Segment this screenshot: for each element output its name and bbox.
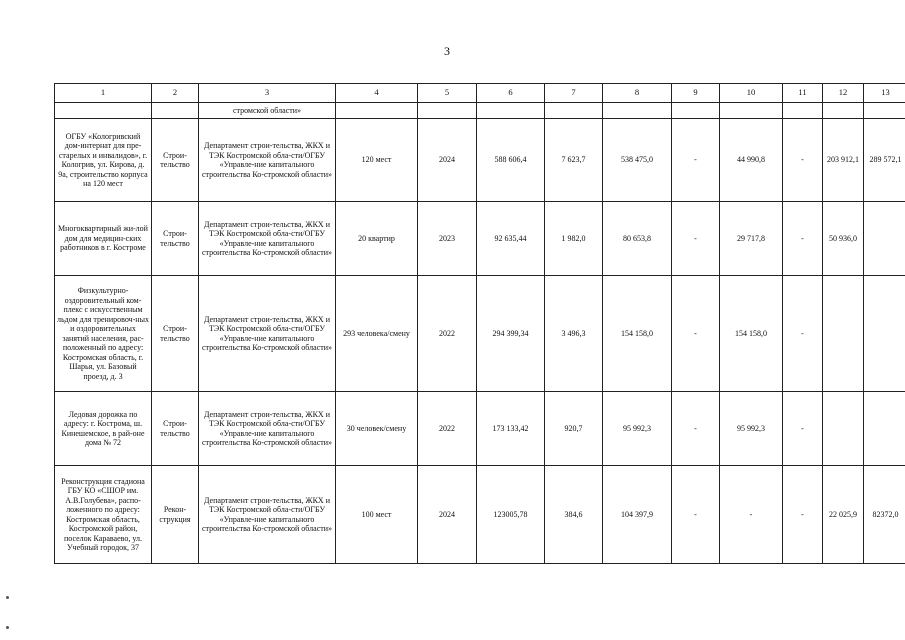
cell-value: -	[672, 392, 720, 466]
col-header: 7	[545, 84, 603, 103]
cell-object: Многоквартирный жи-лой дом для медицин-ских работников в г. Костроме	[55, 202, 152, 276]
cell-object: Ледовая дорожка по адресу: г. Кострома, ш. Кинешемское, в рай-оне дома № 72	[55, 392, 152, 466]
cell-customer: Департамент строи-тельства, ЖКХ и ТЭК Костромской обла-сти/ОГБУ «Управле-ние капитального строительства Ко-стромской области»	[199, 202, 336, 276]
cell-type: Строи-тельство	[152, 202, 199, 276]
cell-value: 7 623,7	[545, 119, 603, 202]
cell-type: Рекон-струкция	[152, 466, 199, 564]
cell-value: 82372,0	[864, 466, 905, 564]
cell-value	[823, 276, 864, 392]
header-row	[55, 84, 905, 103]
cell-customer: Департамент строи-тельства, ЖКХ и ТЭК Костромской обла-сти/ОГБУ «Управле-ние капитального строительства Ко-стромской области»	[199, 392, 336, 466]
scan-speck	[6, 596, 9, 599]
cell-value: -	[783, 392, 823, 466]
cell-year: 2022	[418, 276, 477, 392]
col-header: 5	[418, 84, 477, 103]
scan-speck	[6, 626, 9, 629]
cell-value: 384,6	[545, 466, 603, 564]
cell-object: Физкультурно-оздоровительный ком-плекс с искусственным льдом для тренировоч-ных и оздоровительных занятий населения, рас-положенный по адресу: Костромская область, г. Шарья, ул. Базовый проезд, д. 3	[55, 276, 152, 392]
cell-value: 22 025,9	[823, 466, 864, 564]
cell-capacity: 120 мест	[336, 119, 418, 202]
cell-object: ОГБУ «Кологривский дом-интернат для пре-старелых и инвалидов», г. Кологрив, ул. Кирова, д. 9а, строительство корпуса на 120 мест	[55, 119, 152, 202]
investment-table	[54, 83, 905, 564]
cell-customer: Департамент строи-тельства, ЖКХ и ТЭК Костромской обла-сти/ОГБУ «Управле-ние капитального строительства Ко-стромской области»	[199, 466, 336, 564]
col-header: 12	[823, 84, 864, 103]
cell-value: -	[672, 466, 720, 564]
col-header: 6	[477, 84, 545, 103]
cell-value: -	[783, 466, 823, 564]
cell-capacity: 293 человека/смену	[336, 276, 418, 392]
col-header: 13	[864, 84, 905, 103]
col-header: 10	[720, 84, 783, 103]
cell-value: 95 992,3	[720, 392, 783, 466]
cell-capacity: 20 квартир	[336, 202, 418, 276]
cell-value: 1 982,0	[545, 202, 603, 276]
cell-value: -	[672, 202, 720, 276]
cell-value	[864, 276, 905, 392]
cell-value: -	[672, 276, 720, 392]
cell-value	[864, 202, 905, 276]
cell-value	[864, 392, 905, 466]
cell-value: -	[783, 276, 823, 392]
cell-type: Строи-тельство	[152, 119, 199, 202]
cell-customer: Департамент строи-тельства, ЖКХ и ТЭК Костромской обла-сти/ОГБУ «Управле-ние капитального строительства Ко-стромской области»	[199, 119, 336, 202]
cell-capacity: 100 мест	[336, 466, 418, 564]
cell-capacity: 30 человек/смену	[336, 392, 418, 466]
cell-value	[823, 392, 864, 466]
cell-customer: стромской области»	[199, 103, 336, 119]
cell-value: 95 992,3	[603, 392, 672, 466]
cell-type: Строи-тельство	[152, 392, 199, 466]
cell-value: 44 990,8	[720, 119, 783, 202]
cell-year: 2024	[418, 119, 477, 202]
col-header: 8	[603, 84, 672, 103]
col-header: 2	[152, 84, 199, 103]
col-header: 11	[783, 84, 823, 103]
table-row	[55, 392, 905, 466]
cell-value: -	[783, 202, 823, 276]
cell-year: 2022	[418, 392, 477, 466]
cell-value: 3 496,3	[545, 276, 603, 392]
cell-value: 123005,78	[477, 466, 545, 564]
col-header: 9	[672, 84, 720, 103]
cell-value: 92 635,44	[477, 202, 545, 276]
cell-value: 50 936,0	[823, 202, 864, 276]
cell-value: 289 572,1	[864, 119, 905, 202]
cell-value: 80 653,8	[603, 202, 672, 276]
cell-value: 104 397,9	[603, 466, 672, 564]
cell-value: 29 717,8	[720, 202, 783, 276]
table-row	[55, 466, 905, 564]
table-row	[55, 276, 905, 392]
cell-value: 203 912,1	[823, 119, 864, 202]
cell-value: 538 475,0	[603, 119, 672, 202]
col-header: 3	[199, 84, 336, 103]
cell-value: 154 158,0	[720, 276, 783, 392]
page-number: 3	[444, 44, 450, 58]
cell-value: -	[672, 119, 720, 202]
cell-type: Строи-тельство	[152, 276, 199, 392]
cell-object: Реконструкция стадиона ГБУ КО «СШОР им. А.В.Голубева», распо-ложенного по адресу: Костромская область, Костромской район, поселок Караваево, ул. Учебный городок, 37	[55, 466, 152, 564]
cell-value: 154 158,0	[603, 276, 672, 392]
col-header: 1	[55, 84, 152, 103]
cell-value: 173 133,42	[477, 392, 545, 466]
col-header: 4	[336, 84, 418, 103]
table-row	[55, 119, 905, 202]
table-row	[55, 202, 905, 276]
cell-customer: Департамент строи-тельства, ЖКХ и ТЭК Костромской обла-сти/ОГБУ «Управле-ние капитального строительства Ко-стромской области»	[199, 276, 336, 392]
cell-year: 2023	[418, 202, 477, 276]
cell-value: 588 606,4	[477, 119, 545, 202]
continuation-row	[55, 103, 905, 119]
cell-value: 920,7	[545, 392, 603, 466]
cell-value: -	[720, 466, 783, 564]
cell-year: 2024	[418, 466, 477, 564]
cell-value: 294 399,34	[477, 276, 545, 392]
cell-value: -	[783, 119, 823, 202]
